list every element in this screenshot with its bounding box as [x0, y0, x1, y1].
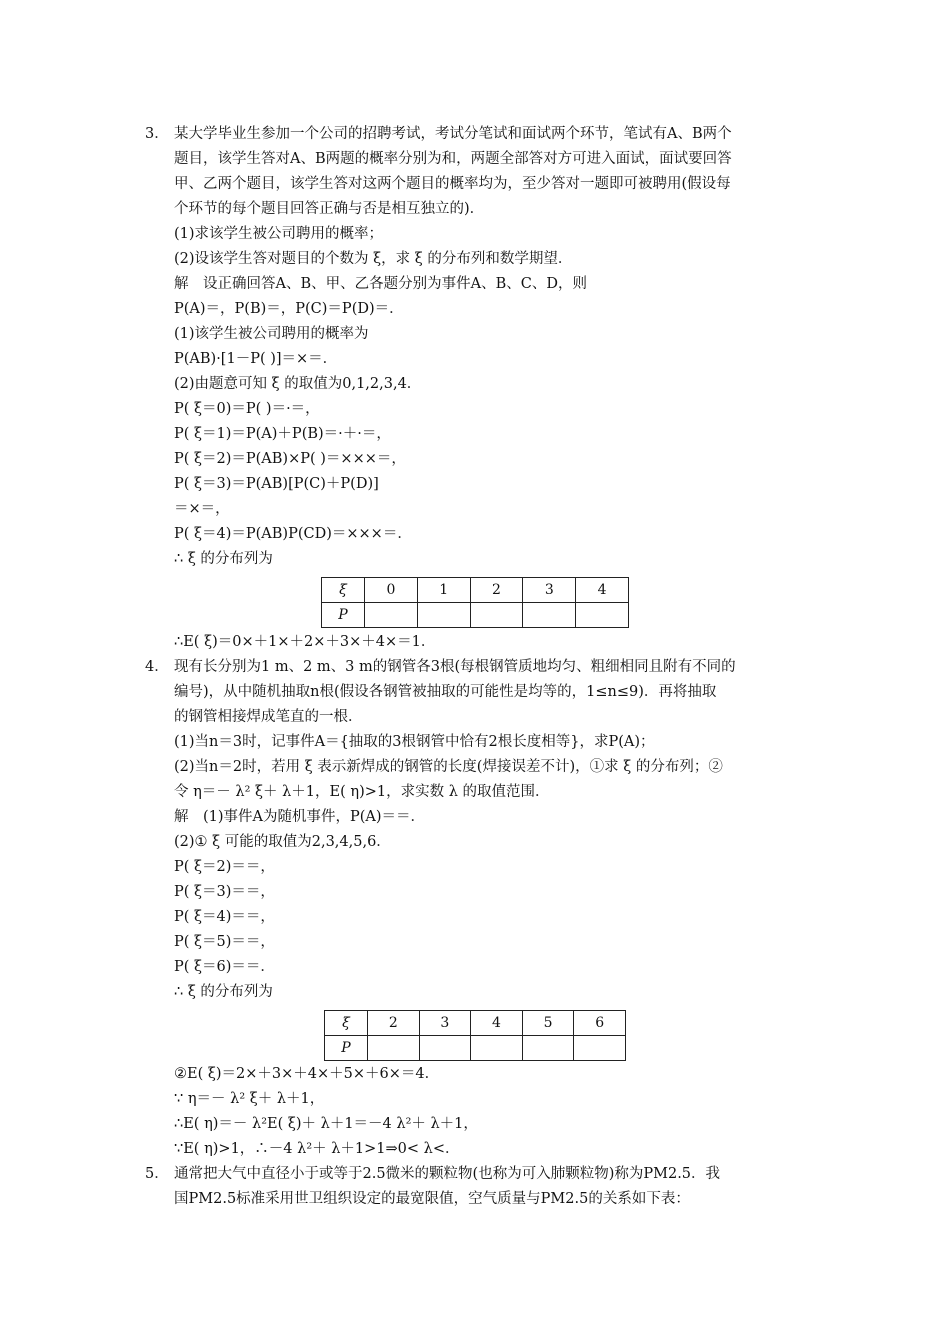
problem-3-line: P( ξ＝0)＝P( )＝·＝，	[174, 401, 320, 417]
table-cell	[368, 1036, 420, 1061]
problem-3-line: 题目，该学生答对A、B两题的概率分别为和，两题全部答对方可进入面试，面试要回答	[174, 151, 732, 167]
problem-3-line: 解 设正确回答A、B、甲、乙各题分别为事件A、B、C、D，则	[174, 276, 587, 292]
table-cell	[470, 603, 523, 628]
problem-4-line: 令 η＝－ λ² ξ＋ λ＋1，E( η)>1，求实数 λ 的取值范围．	[174, 784, 550, 800]
table-cell	[523, 603, 576, 628]
problem-3-line: (2)由题意可知 ξ 的取值为0,1,2,3,4．	[174, 376, 422, 392]
problem-4-line: P( ξ＝5)＝＝，	[174, 934, 275, 950]
problem-4-line: (2)① ξ 可能的取值为2,3,4,5,6．	[174, 834, 391, 850]
problem-4-line: (1)当n＝3时，记事件A＝{抽取的3根钢管中恰有2根长度相等}，求P(A)；	[174, 734, 655, 750]
problem-4-line: P( ξ＝6)＝＝．	[174, 959, 275, 975]
problem-3-line: P( ξ＝1)＝P(A)＋P(B)＝·＋·＝，	[174, 426, 391, 442]
table-cell: 0	[365, 578, 418, 603]
table-cell: 3	[523, 578, 576, 603]
problem-4-line: P( ξ＝2)＝＝，	[174, 859, 275, 875]
problem-3-line: (1)该学生被公司聘用的概率为	[174, 326, 369, 342]
problem-4-number: 4．	[145, 659, 169, 675]
problem-5-line: 通常把大气中直径小于或等于2.5微米的颗粒物(也称为可入肺颗粒物)称为PM2.5．我	[174, 1166, 721, 1182]
problem-3-line: P( ξ＝3)＝P(AB)[P(C)＋P(D)]	[174, 476, 379, 492]
problem-3-line: 某大学毕业生参加一个公司的招聘考试，考试分笔试和面试两个环节，笔试有A、B两个	[174, 126, 732, 142]
problem-3-line: 个环节的每个题目回答正确与否是相互独立的)．	[174, 201, 485, 217]
problem-5-line: 国PM2.5标准采用世卫组织设定的最宽限值，空气质量与PM2.5的关系如下表：	[174, 1191, 690, 1207]
table-cell	[365, 603, 418, 628]
table-cell: 3	[419, 1011, 471, 1036]
problem-3-number: 3．	[145, 126, 169, 142]
table-row	[325, 1036, 626, 1061]
problem-3-line: (1)求该学生被公司聘用的概率；	[174, 226, 384, 242]
problem-4-line: 解 (1)事件A为随机事件，P(A)＝＝．	[174, 809, 426, 825]
table-cell: P	[325, 1036, 368, 1061]
problem-3-line: ∴ ξ 的分布列为	[174, 551, 273, 567]
problem-4-line: 编号)，从中随机抽取n根(假设各钢管被抽取的可能性是均等的，1≤n≤9)．再将抽取	[174, 684, 717, 700]
problem-3-line: (2)设该学生答对题目的个数为 ξ，求 ξ 的分布列和数学期望．	[174, 251, 573, 267]
problem-4-line: 现有长分别为1 m、2 m、3 m的钢管各3根(每根钢管质地均匀、粗细相同且附有不同的	[174, 659, 736, 675]
problem-4-line: (2)当n＝2时，若用 ξ 表示新焊成的钢管的长度(焊接误差不计)，①求 ξ 的分布列；②	[174, 759, 723, 775]
table-cell: 5	[522, 1011, 574, 1036]
table-cell: 2	[368, 1011, 420, 1036]
problem-3-line: ＝×＝，	[174, 501, 230, 517]
problem-4-line: ∵ η＝－ λ² ξ＋ λ＋1，	[174, 1091, 325, 1107]
distribution-table	[321, 577, 629, 628]
problem-4-line: ∵E( η)>1，∴－4 λ²＋ λ＋1>1⇒0< λ<．	[174, 1141, 460, 1157]
table-cell: 4	[471, 1011, 523, 1036]
problem-3-line: ∴E( ξ)＝0×＋1×＋2×＋3×＋4×＝1．	[174, 634, 436, 650]
problem-3-line: P( ξ＝2)＝P(AB)×P( )＝×××＝，	[174, 451, 406, 467]
table-row	[322, 578, 629, 603]
problem-4-line: ∴E( η)＝－ λ²E( ξ)＋ λ＋1＝－4 λ²＋ λ＋1，	[174, 1116, 478, 1132]
problem-3-line: 甲、乙两个题目，该学生答对这两个题目的概率均为，至少答对一题即可被聘用(假设每	[174, 176, 731, 192]
table-cell: P	[322, 603, 365, 628]
problem-3-line: P(AB)·[1－P( )]＝×＝．	[174, 351, 338, 367]
table-cell	[576, 603, 629, 628]
table-row	[322, 603, 629, 628]
table-cell: 6	[574, 1011, 626, 1036]
problem-4-line: 的钢管相接焊成笔直的一根．	[174, 709, 363, 725]
table-cell	[417, 603, 470, 628]
problem-3-line: P(A)＝，P(B)＝，P(C)＝P(D)＝．	[174, 301, 404, 317]
table-cell	[471, 1036, 523, 1061]
table-cell: 1	[417, 578, 470, 603]
table-cell	[574, 1036, 626, 1061]
problem-4-line: P( ξ＝3)＝＝，	[174, 884, 275, 900]
table-cell: ξ	[322, 578, 365, 603]
table-cell	[522, 1036, 574, 1061]
problem-4-line: P( ξ＝4)＝＝，	[174, 909, 275, 925]
problem-4-line: ∴ ξ 的分布列为	[174, 984, 273, 1000]
table-cell: ξ	[325, 1011, 368, 1036]
distribution-table	[324, 1010, 626, 1061]
problem-3-line: P( ξ＝4)＝P(AB)P(CD)＝×××＝．	[174, 526, 412, 542]
table-cell	[419, 1036, 471, 1061]
table-cell: 4	[576, 578, 629, 603]
problem-4-line: ②E( ξ)＝2×＋3×＋4×＋5×＋6×＝4．	[174, 1066, 440, 1082]
table-row	[325, 1011, 626, 1036]
problem-5-number: 5．	[145, 1166, 169, 1182]
table-cell: 2	[470, 578, 523, 603]
